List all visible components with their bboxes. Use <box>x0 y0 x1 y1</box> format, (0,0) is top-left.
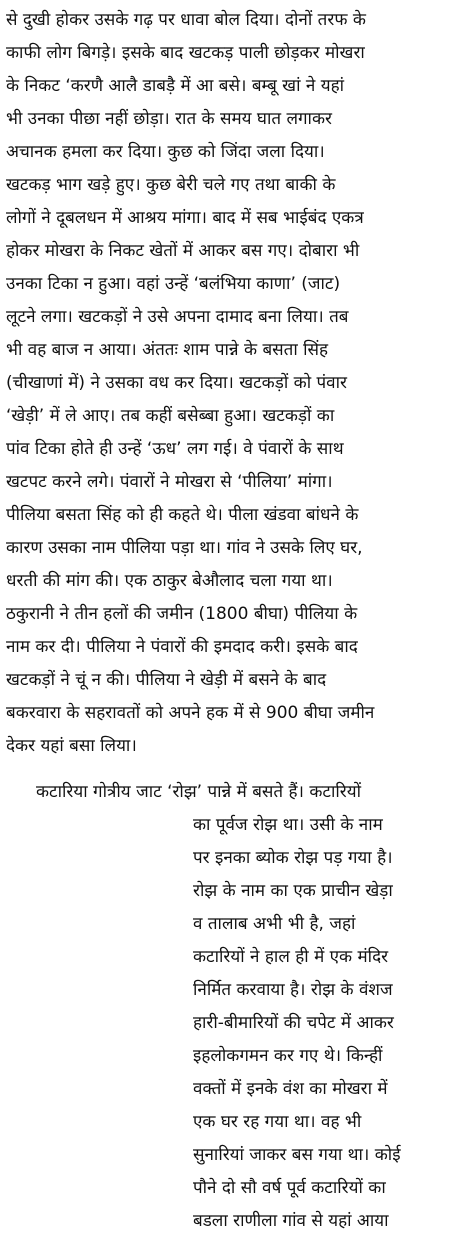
text-line: पांव टिका होते ही उन्हें ‘ऊध’ लग गई। वे पंवारों के साथ <box>6 439 344 459</box>
text-line: भी उनका पीछा नहीं छोड़ा। रात के समय घात लगाकर <box>6 109 332 129</box>
text-line: भी वह बाज न आया। अंततः शाम पान्ने के बसता सिंह <box>6 340 329 360</box>
text-line: देकर यहां बसा लिया। <box>6 736 137 756</box>
text-line: बडला राणीला गांव से यहां आया <box>193 1211 389 1231</box>
text-line: के निकट ‘करणै आलै डाबड़ै में आ बसे। बम्बू खां ने यहां <box>6 76 345 96</box>
text-line: खटकड़ों ने चूं न की। पीलिया ने खेड़ी में बसने के बाद <box>6 670 327 690</box>
text-line: निर्मित करवाया है। रोझ के वंशज <box>193 980 393 1000</box>
text-line: कटारियों ने हाल ही में एक मंदिर <box>193 947 389 967</box>
text-line: खटपट करने लगे। पंवारों ने मोखरा से ‘पीलिया’ मांगा। <box>6 472 333 492</box>
text-line: वक्तों में इनके वंश का मोखरा में <box>193 1079 388 1099</box>
text-line: का पूर्वज रोझ था। उसी के नाम <box>193 815 383 835</box>
text-line: काफी लोग बिगड़े। इसके बाद खटकड़ पाली छोड़कर मोखरा <box>6 43 365 63</box>
text-line: कटारिया गोत्रीय जाट ‘रोझ’ पान्ने में बसते हैं। कटारियों <box>36 782 362 802</box>
text-line: पीलिया बसता सिंह को ही कहते थे। पीला खंडवा बांधने के <box>6 505 359 525</box>
text-line: पर इनका ब्योक रोझ पड़ गया है। <box>193 848 393 868</box>
text-line: धरती की मांग की। एक ठाकुर बेऔलाद चला गया था। <box>6 571 333 591</box>
text-line: रोझ के नाम का एक प्राचीन खेड़ा <box>193 881 393 901</box>
text-line: पौने दो सौ वर्ष पूर्व कटारियों का <box>193 1178 386 1198</box>
text-line: ‘खेड़ी’ में ले आए। तब कहीं बसेब्बा हुआ। खटकड़ों का <box>6 406 335 426</box>
text-line: (चीखाणां में) ने उसका वध कर दिया। खटकड़ों को पंवार <box>6 373 347 393</box>
text-line: बकरवारा के सहरावतों को अपने हक में से 900 बीघा जमीन <box>6 703 375 723</box>
text-line: अचानक हमला कर दिया। कुछ को जिंदा जला दिया। <box>6 142 325 162</box>
text-line: सुनारियां जाकर बस गया था। कोई <box>193 1145 401 1165</box>
text-line: उनका टिका न हुआ। वहां उन्हें ‘बलंभिया काणा’ (जाट) <box>6 274 341 294</box>
text-line: लूटने लगा। खटकड़ों ने उसे अपना दामाद बना लिया। तब <box>6 307 349 327</box>
text-line: हारी-बीमारियों की चपेट में आकर <box>193 1013 394 1033</box>
text-line: होकर मोखरा के निकट खेतों में आकर बस गए। दोबारा भी <box>6 241 360 261</box>
text-line: खटकड़ भाग खड़े हुए। कुछ बेरी चले गए तथा बाकी के <box>6 175 336 195</box>
text-line: से दुखी होकर उसके गढ़ पर धावा बोल दिया। दोनों तरफ के <box>6 10 366 30</box>
text-line: नाम कर दी। पीलिया ने पंवारों की इमदाद करी। इसके बाद <box>6 637 358 657</box>
text-line: इहलोकगमन कर गए थे। किन्हीं <box>193 1046 383 1066</box>
text-line: लोगों ने दूबलधन में आश्रय मांगा। बाद में सब भाईबंद एकत्र <box>6 208 364 228</box>
text-line: एक घर रह गया था। वह भी <box>193 1112 362 1132</box>
text-line: व तालाब अभी भी है, जहां <box>193 914 356 934</box>
text-line: कारण उसका नाम पीलिया पड़ा था। गांव ने उसके लिए घर, <box>6 538 363 558</box>
text-line: ठकुरानी ने तीन हलों की जमीन (1800 बीघा) पीलिया के <box>6 604 358 624</box>
